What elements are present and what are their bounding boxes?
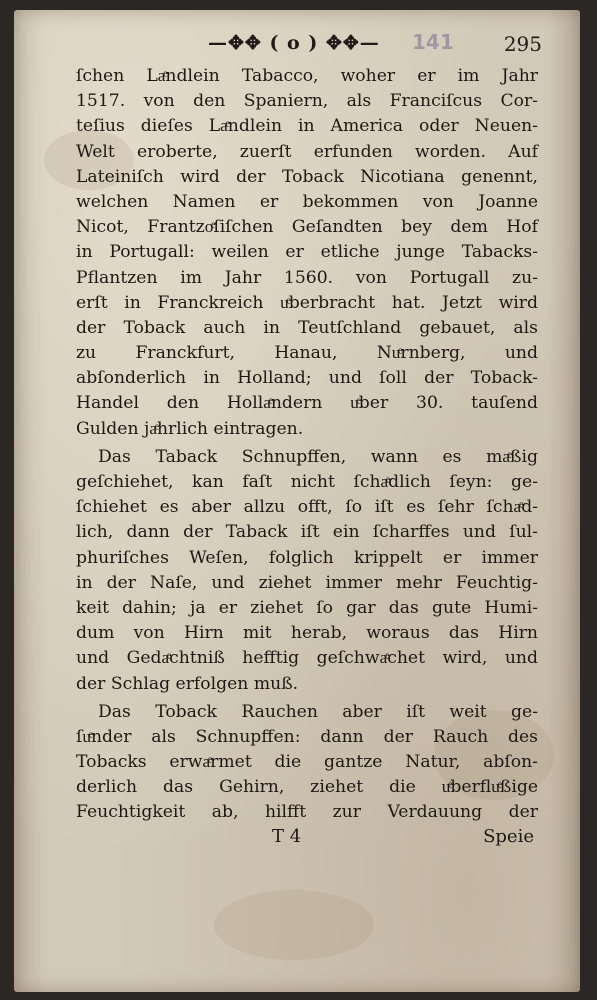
signature-mark: T 4 [272, 826, 302, 847]
running-header [60, 30, 550, 60]
text-line: Pflantzen im Jahr 1560. von Portugall zu- [76, 267, 538, 288]
text-line: Gulden jaͤhrlich eintragen. [76, 418, 304, 439]
text-line: Tobacks erwaͤrmet die gantze Natur, abſon- [76, 752, 538, 773]
text-line: lich, dann der Taback iſt ein ſcharffes und ſul- [76, 522, 538, 543]
text-line: Nicot, Frantzoͤſiſchen Geſandten bey dem Hof [76, 217, 538, 238]
text-line: derlich das Gehirn, ziehet die uͤberfluͤßige [76, 777, 538, 798]
text-line: ſuͤnder als Schnupffen: dann der Rauch des [76, 726, 538, 747]
paragraph-start-line: Das Taback Schnupffen, wann es maͤßig [98, 446, 538, 467]
page-text [76, 64, 538, 826]
text-line: in der Naſe, und ziehet immer mehr Feuchtig- [76, 572, 538, 593]
text-line: keit dahin; ja er ziehet ſo gar das gute Humi- [76, 597, 538, 618]
text-line: der Schlag erfolgen muß. [76, 673, 299, 694]
catchword: Speie [483, 826, 534, 847]
page-footer [76, 826, 538, 854]
text-line: 1517. von den Spaniern, als Franciſcus Cor- [76, 91, 538, 112]
text-line: in Portugall: weilen er etliche junge Tabacks- [76, 242, 538, 263]
text-line: teſius dieſes Laͤndlein in America oder Neuen- [76, 116, 538, 137]
text-line: dum von Hirn mit herab, woraus das Hirn [76, 623, 538, 644]
paper-stain [214, 890, 374, 960]
text-line: zu Franckfurt, Hanau, Nuͤrnberg, und [76, 343, 538, 364]
text-line: phuriſches Weſen, folglich krippelt er immer [76, 547, 538, 568]
header-ornament: —✥✥ ( o ) ✥✥— [208, 32, 380, 54]
text-line: Feuchtigkeit ab, hilfft zur Verdauung der [76, 802, 538, 823]
text-line: erſt in Franckreich uͤberbracht hat. Jetzt wird [76, 292, 538, 313]
paragraph-start-line: Das Toback Rauchen aber iſt weit ge- [98, 701, 538, 722]
text-line: und Gedaͤchtniß hefftig geſchwaͤchet wird, und [76, 648, 538, 669]
text-line: Handel den Hollaͤndern uͤber 30. tauſend [76, 393, 538, 414]
text-line: ſchiehet es aber allzu offt, ſo iſt es ſehr ſchaͤd- [76, 497, 538, 518]
text-line: Lateiniſch wird der Toback Nicotiana genennt, [76, 166, 538, 187]
text-line: geſchiehet, kan faſt nicht ſchaͤdlich ſeyn: ge- [76, 472, 538, 492]
text-line: ſchen Laͤndlein Tabacco, woher er im Jahr [76, 66, 538, 86]
text-line: abſonderlich in Holland; und ſoll der Toback- [76, 368, 538, 389]
page-number: 295 [503, 32, 542, 56]
text-line: welchen Namen er bekommen von Joanne [76, 191, 538, 212]
text-line: Welt eroberte, zuerſt erfunden worden. Auf [76, 141, 538, 162]
text-line: der Toback auch in Teutſchland gebauet, als [76, 317, 538, 338]
pencil-annotation: 141 [412, 30, 454, 54]
